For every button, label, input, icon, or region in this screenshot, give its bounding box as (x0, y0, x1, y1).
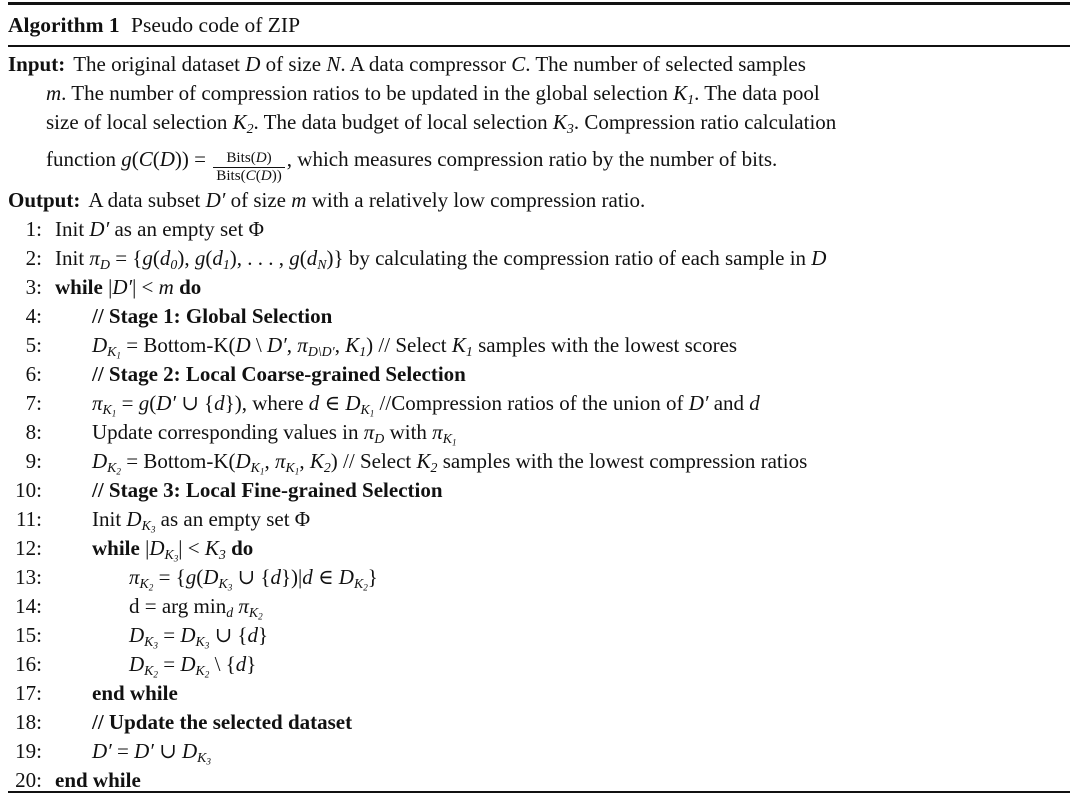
line-number: 13: (15, 564, 42, 589)
line-number: 16: (15, 651, 42, 676)
output-keyword: Output: (8, 187, 81, 212)
input-block (8, 47, 1070, 186)
algorithm-line (8, 621, 1070, 650)
line-content: end while (92, 680, 178, 705)
algorithm-line (8, 563, 1070, 592)
line-number: 14: (15, 593, 42, 618)
algorithm-line (8, 360, 1070, 389)
algorithm-line (8, 650, 1070, 679)
line-number: 1: (25, 216, 42, 241)
input-line: Input: The original dataset D of size N. A data compressor C. The number of selected samples (8, 52, 806, 76)
input-keyword: Input: (8, 52, 66, 76)
line-number: 18: (15, 709, 42, 734)
line-number: 17: (15, 680, 42, 705)
line-number: 7: (25, 390, 42, 415)
algorithm-line (8, 244, 1070, 273)
algorithm-line (8, 737, 1070, 766)
line-number: 12: (15, 535, 42, 560)
line-content: // Stage 1: Global Selection (92, 303, 333, 328)
line-number: 2: (25, 245, 42, 270)
algorithm-header (8, 5, 1070, 45)
line-content: d = arg $\min_d \pi_{K_2}$ (129, 593, 263, 622)
line-number: 5: (25, 332, 42, 357)
line-content: $\pi_{K_1} = g(D'$ ∪ {d}), where d ∈ $D_{K_1}$ //Compression ratios of the union of D′ and d (92, 390, 760, 419)
input-line: function g(C(D)) = $\frac{\text{Bits(D)}}{\text{Bits(C(D))}}$ , which measures compression ratio by the number of bits. (46, 147, 778, 185)
algorithm-line (8, 418, 1070, 447)
fraction: $\frac{\text{Bits(D)}}{\text{Bits(C(D))}}$ (213, 150, 285, 186)
line-content: Init D′ as an empty set Φ (55, 216, 264, 241)
line-number: 3: (25, 274, 42, 299)
line-number: 19: (15, 738, 42, 763)
line-number: 4: (25, 303, 42, 328)
algorithm-line (8, 505, 1070, 534)
line-number: 15: (15, 622, 42, 647)
bottom-rule (8, 791, 1070, 793)
line-content: $D_{K_2}$ = Bottom-$K(D_{K_1}$, $\pi_{K_1}$, $K_2$) // Select $K_2$ samples with the lowest compression ratios (92, 448, 808, 477)
line-content: $D_{K_3} = D_{K_3}$ ∪ {d} (129, 622, 269, 651)
input-line: m. The number of compression ratios to be updated in the global selection $K_1$. The data pool (46, 81, 820, 107)
algorithm-line (8, 476, 1070, 505)
output-block (8, 186, 1070, 215)
algorithm-line (8, 708, 1070, 737)
line-number: 6: (25, 361, 42, 386)
algorithm-line (8, 389, 1070, 418)
input-line: size of local selection $K_2$. The data budget of local selection $K_3$. Compression ratio calculation (46, 110, 837, 136)
line-number: 20: (15, 767, 42, 792)
algorithm-line (8, 302, 1070, 331)
line-number: 9: (25, 448, 42, 473)
output-line: Output: A data subset D′ of size m with a relatively low compression ratio. (8, 187, 646, 212)
line-content: while $|D_{K_3}| < K_3$ do (92, 535, 254, 564)
algorithm-line (8, 447, 1070, 476)
algorithm-line (8, 534, 1070, 563)
algorithm-lines (8, 215, 1070, 795)
line-content: // Stage 2: Local Coarse-grained Selection (92, 361, 466, 386)
line-content: Init $D_{K_3}$ as an empty set Φ (92, 506, 311, 535)
line-content: while |D′| < m do (55, 274, 202, 299)
line-content: $D_{K_1}$ = Bottom-K(D \ D′, $\pi_{D\backslash D'}$, $K_1$) // Select $K_1$ samples with the lowest scores (92, 332, 738, 361)
algorithm-line (8, 592, 1070, 621)
line-content: // Stage 3: Local Fine-grained Selection (92, 477, 443, 502)
algorithm-line (8, 215, 1070, 244)
algorithm-line (8, 331, 1070, 360)
line-content: // Update the selected dataset (92, 709, 353, 734)
line-content: end while (55, 767, 141, 792)
line-content: $\pi_{K_2} = \{g(D_{K_3}$ ∪ {d})|d ∈ $D_{K_2}$} (129, 564, 378, 593)
line-content: D′ = D′ ∪ $D_{K_3}$ (92, 738, 211, 767)
line-number: 11: (15, 506, 42, 531)
algorithm-title: Pseudo code of ZIP (131, 13, 301, 37)
line-content: Update corresponding values in $\pi_D$ with $\pi_{K_1}$ (92, 419, 457, 448)
algorithm-line (8, 679, 1070, 708)
algorithm-line (8, 273, 1070, 302)
line-content: $D_{K_2} = D_{K_2}$ \ {d} (129, 651, 257, 680)
line-number: 8: (25, 419, 42, 444)
algorithm-label: Algorithm 1 (8, 13, 120, 37)
line-content: Init $\pi_D = \{g(d_0)$, $g(d_1)$, . . . , $g(d_N)$} by calculating the compression ratio of each sample in D (55, 245, 827, 272)
line-number: 10: (15, 477, 42, 502)
